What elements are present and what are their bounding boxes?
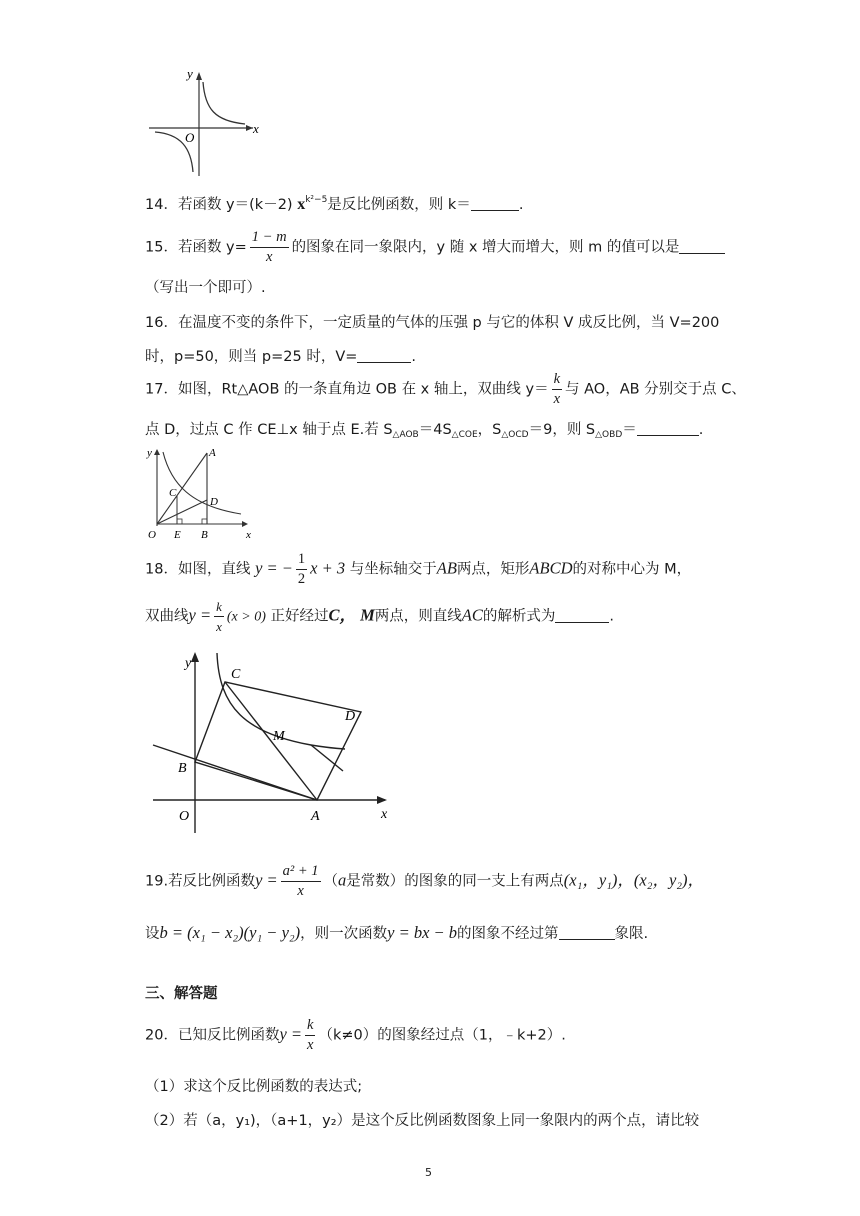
fig17-c-label: C	[169, 487, 177, 499]
fig13-origin-label: O	[185, 130, 195, 145]
fraction: $\frac{k}{x}$	[553, 371, 561, 407]
fig18-y-label: y	[185, 656, 192, 671]
question-20-part2: （2）若（a，y₁)，（a+1，y₂）是这个反比例函数图象上同一象限内的两个点，请比较	[145, 1113, 700, 1129]
answer-blank-18[interactable]	[555, 608, 609, 623]
fig18-m-label: M	[273, 729, 285, 744]
question-15: 15．若函数 y= $\frac{1 - m}{x}$ 的图象在同一象限内，y 随 x 增大而增大，则 m 的值可以是	[145, 228, 725, 267]
fig17-e-label: E	[174, 529, 181, 541]
question-16-line2: 时，p=50，则当 p=25 时，V= .	[145, 349, 417, 365]
figure-hyperbola-q13	[145, 64, 265, 179]
fig18-b-label: B	[178, 761, 187, 776]
fig17-x-label: x	[246, 529, 251, 541]
question-17: 17．如图，Rt△AOB 的一条直角边 OB 在 x 轴上，双曲线 y＝ $\frac{k}{x}$ 与 AO，AB 分别交于点 C、	[145, 371, 746, 407]
fig17-b-label: B	[201, 529, 208, 541]
fig17-a-label: A	[209, 447, 216, 459]
question-19-line2: 设b = (x₁ − x₂)(y₁ − y₂)，则一次函数y = bx − b的图象不经过第 象限.	[145, 923, 649, 942]
fig17-y-label: y	[147, 447, 152, 459]
answer-blank-14[interactable]	[471, 196, 519, 211]
question-16: 16．在温度不变的条件下，一定质量的气体的压强 p 与它的体积 V 成反比例，当 V=200	[145, 315, 720, 331]
fig13-y-label: y	[187, 66, 193, 81]
figure-triangle-q17	[143, 444, 255, 544]
question-18: 18．如图，直线 y = − $\frac{1}{2}$ x + 3 与坐标轴交于AB两点，矩形ABCD的对称中心为 M，	[145, 551, 692, 587]
answer-blank-15[interactable]	[679, 239, 725, 254]
fig17-o-label: O	[148, 529, 156, 541]
page-number: 5	[425, 1166, 432, 1179]
answer-blank-16[interactable]	[357, 348, 411, 363]
fig18-d-label: D	[345, 709, 356, 724]
fig18-x-label: x	[381, 807, 388, 822]
fig18-c-label: C	[231, 667, 241, 682]
fig13-x-label: x	[253, 121, 259, 136]
question-20-part1: （1）求这个反比例函数的表达式;	[145, 1079, 363, 1095]
figure-rectangle-q18	[145, 645, 405, 835]
fig17-d-label: D	[210, 496, 218, 508]
question-18-line2: 双曲线y = $\frac{k}{x}$ (x > 0) 正好经过C， M两点，则直线AC的解析式为 .	[145, 599, 614, 634]
question-15-line2: （写出一个即可）.	[145, 280, 266, 296]
section-heading: 三、解答题	[145, 986, 218, 1002]
fraction: $\frac{1 - m}{x}$	[251, 229, 287, 265]
answer-blank-17[interactable]	[637, 421, 699, 436]
fig18-a-label: A	[311, 809, 320, 824]
question-17-line2: 点 D，过点 C 作 CE⊥x 轴于点 E.若 $S_{\triangle AOB}=4S_{\triangle COE}$，$S_{\triangle OCD}=9$，则 $S_{\triangle OBD}=$ .	[145, 422, 704, 440]
answer-blank-19[interactable]	[559, 925, 615, 940]
question-20: 20．已知反比例函数y = $\frac{k}{x}$ （k≠0）的图象经过点（1，﹣k+2）.	[145, 1017, 566, 1053]
question-14: 14．若函数 y＝(k－2) $x^{k^2-5}$是反比例函数，则 k＝ .	[145, 195, 524, 213]
fig18-o-label: O	[179, 809, 190, 824]
question-19: 19.若反比例函数y = $\frac{\text{a² + 1}}{x}$ （a是常数）的图象的同一支上有两点(x₁，y₁)，(x₂，y₂)，	[145, 863, 705, 899]
